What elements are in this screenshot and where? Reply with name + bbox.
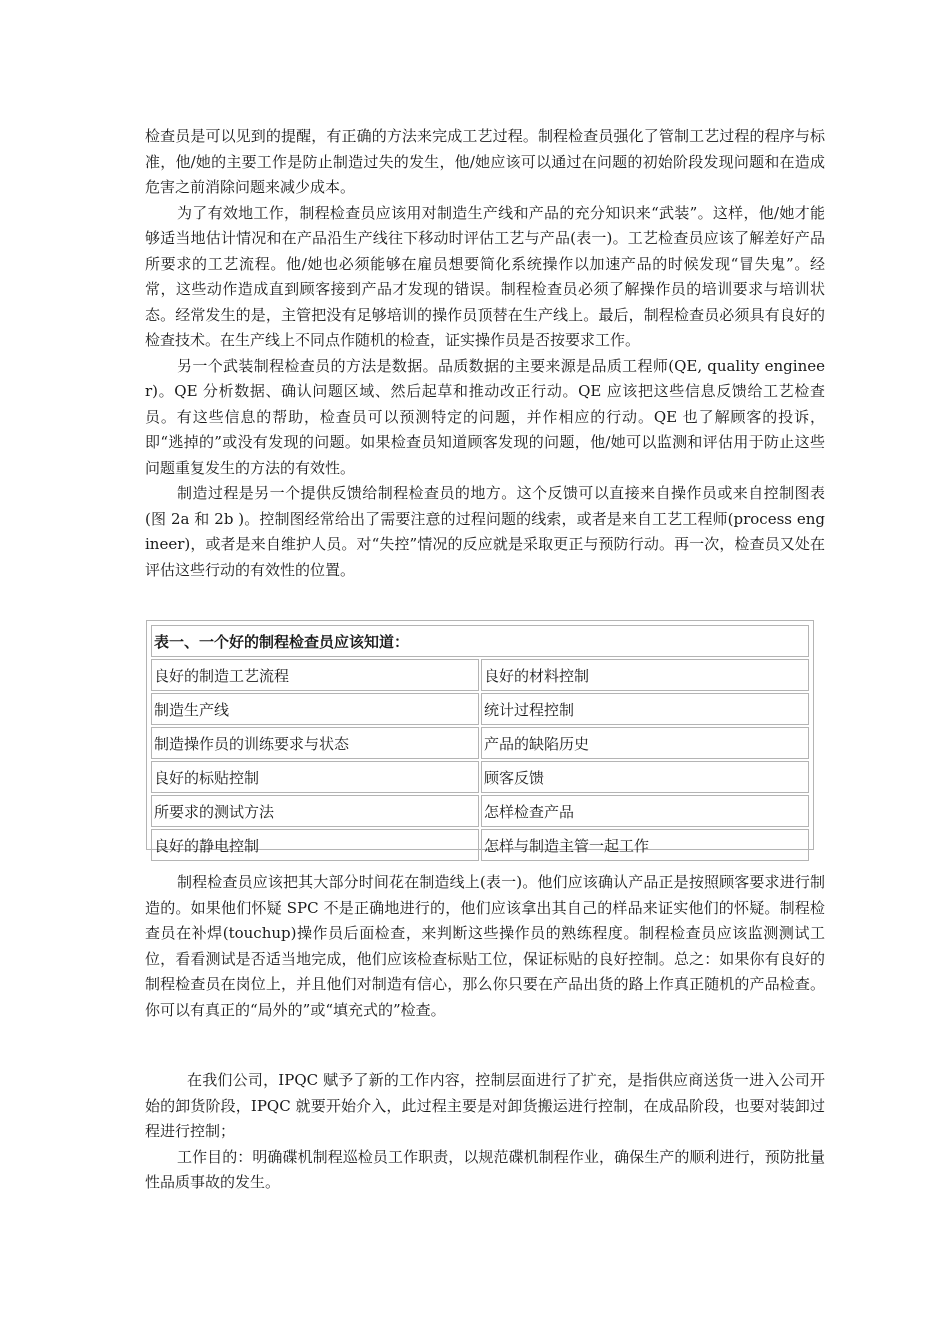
table-cell: 怎样检查产品 <box>481 795 809 827</box>
company-section <box>145 1068 825 1196</box>
table-cell: 良好的静电控制 <box>151 829 479 861</box>
table-row <box>151 795 809 827</box>
table-cell: 顾客反馈 <box>481 761 809 793</box>
table-row <box>151 829 809 861</box>
knowledge-table-grid <box>149 623 811 863</box>
table-cell: 统计过程控制 <box>481 693 809 725</box>
table-cell: 良好的制造工艺流程 <box>151 659 479 691</box>
table-cell: 所要求的测试方法 <box>151 795 479 827</box>
table-cell: 良好的材料控制 <box>481 659 809 691</box>
paragraph-purpose: 工作目的：明确碟机制程巡检员工作职责，以规范碟机制程作业，确保生产的顺利进行，预防批量性品质事故的发生。 <box>145 1147 825 1191</box>
paragraph-intro-3: 另一个武装制程检查员的方法是数据。品质数据的主要来源是品质工程师(QE, quality engineer)。QE 分析数据、确认问题区域、然后起草和推动改正行动。QE 应该把这些信息反馈给工艺检查员。有这些信息的帮助，检查员可以预测特定的问题，并作相应的行动。QE 也了解顾客的投诉，即“逃掉的”或没有发现的问题。如果检查员知道顾客发现的问题，他/她可以监测和评估用于防止这些问题重复发生的方法的有效性。 <box>145 356 825 477</box>
table-header-row <box>151 625 809 657</box>
table-row <box>151 659 809 691</box>
table-row <box>151 693 809 725</box>
table-cell: 怎样与制造主管一起工作 <box>481 829 809 861</box>
intro-section <box>145 124 825 583</box>
paragraph-intro-4: 制造过程是另一个提供反馈给制程检查员的地方。这个反馈可以直接来自操作员或来自控制图表(图 2a 和 2b )。控制图经常给出了需要注意的过程问题的线索，或者是来自工艺工程师(process engineer)，或者是来自维护人员。对“失控”情况的反应就是采取更正与预防行动。再一次，检查员又处在评估这些行动的有效性的位置。 <box>145 484 825 579</box>
table-cell: 良好的标贴控制 <box>151 761 479 793</box>
after-table-section <box>145 870 825 1023</box>
paragraph-company: 在我们公司，IPQC 赋予了新的工作内容，控制层面进行了扩充，是指供应商送货一进入公司开始的卸货阶段，IPQC 就要开始介入，此过程主要是对卸货搬运进行控制，在成品阶段，也要对装卸过程进行控制； <box>145 1071 825 1140</box>
paragraph-intro-2: 为了有效地工作，制程检查员应该用对制造生产线和产品的充分知识来“武装”。这样，他/她才能够适当地估计情况和在产品沿生产线往下移动时评估工艺与产品(表一)。工艺检查员应该了解差好产品所要求的工艺流程。他/她也必须能够在雇员想要简化系统操作以加速产品的时候发现“冒失鬼”。经常，这些动作造成直到顾客接到产品才发现的错误。制程检查员必须了解操作员的培训要求与培训状态。经常发生的是，主管把没有足够培训的操作员顶替在生产线上。最后，制程检查员必须具有良好的检查技术。在生产线上不同点作随机的检查，证实操作员是否按要求工作。 <box>145 203 825 349</box>
table-cell: 产品的缺陷历史 <box>481 727 809 759</box>
table-cell: 制造操作员的训练要求与状态 <box>151 727 479 759</box>
table-row <box>151 727 809 759</box>
table-title: 表一、一个好的制程检查员应该知道： <box>151 625 809 657</box>
paragraph-after-table: 制程检查员应该把其大部分时间花在制造线上(表一)。他们应该确认产品正是按照顾客要求进行制造的。如果他们怀疑 SPC 不是正确地进行的，他们应该拿出其自己的样品来证实他们的怀疑。制程检查员在补焊(touchup)操作员后面检查，来判断这些操作员的熟练程度。制程检查员应该监测测试工位，看看测试是否适当地完成，他们应该检查标贴工位，保证标贴的良好控制。总之：如果你有良好的制程检查员在岗位上，并且他们对制造有信心，那么你只要在产品出货的路上作真正随机的产品检查。你可以有真正的“局外的”或“填充式的”检查。 <box>145 873 825 1019</box>
knowledge-table <box>146 620 814 855</box>
paragraph-intro-1: 检查员是可以见到的提醒，有正确的方法来完成工艺过程。制程检查员强化了管制工艺过程的程序与标准，他/她的主要工作是防止制造过失的发生，他/她应该可以通过在问题的初始阶段发现问题和在造成危害之前消除问题来减少成本。 <box>145 127 825 196</box>
table-cell: 制造生产线 <box>151 693 479 725</box>
table-row <box>151 761 809 793</box>
